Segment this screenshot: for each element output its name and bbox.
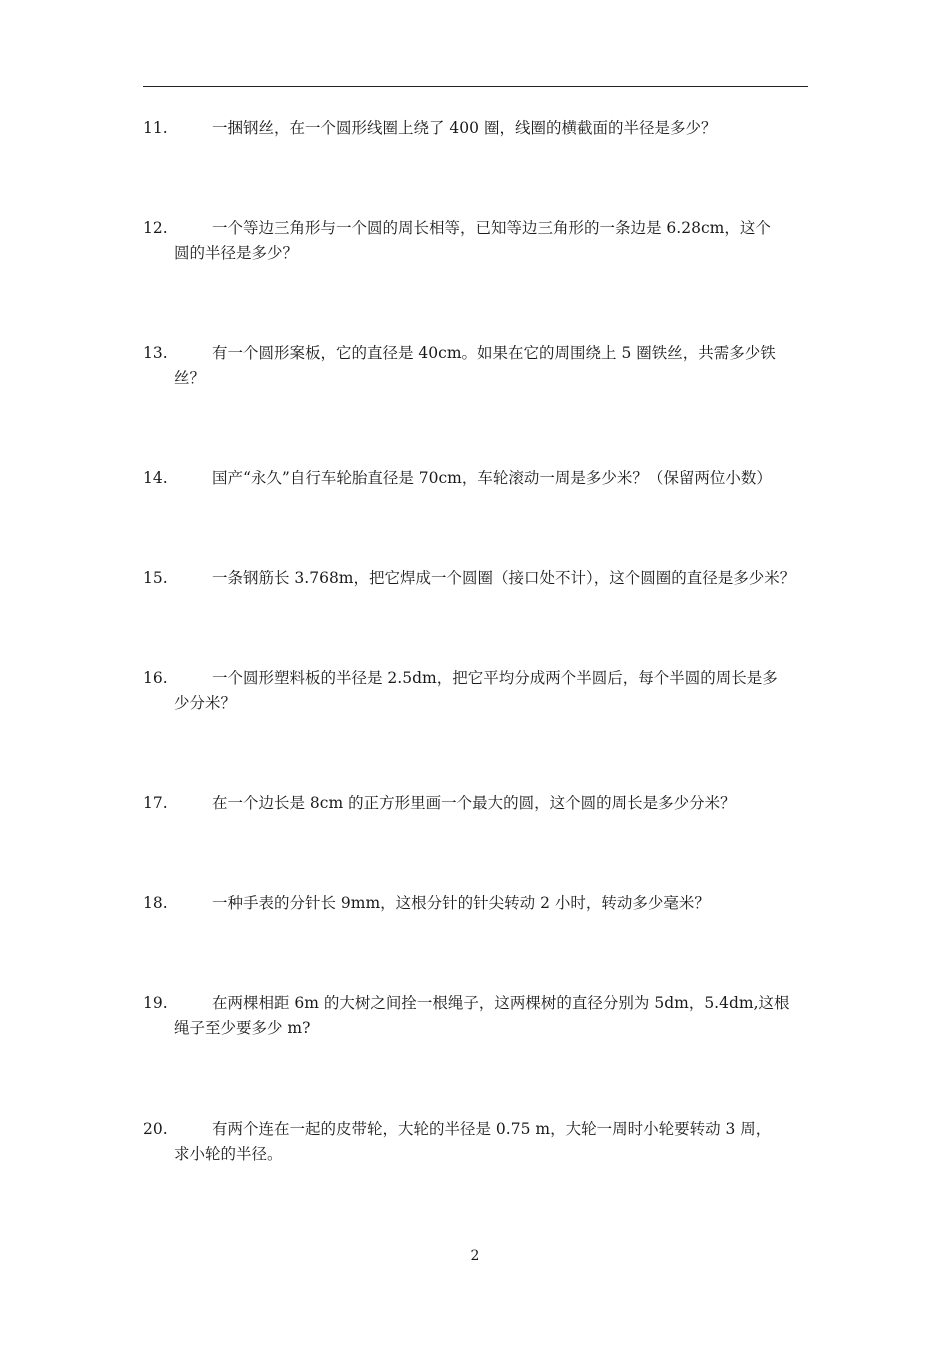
question-text: 一个等边三角形与一个圆的周长相等，已知等边三角形的一条边是 6.28cm，这个 [212,219,771,237]
question-16 [143,666,808,716]
question-text-continued: 丝？ [174,369,206,387]
question-text: 一个圆形塑料板的半径是 2.5dm，把它平均分成两个半圆后，每个半圆的周长是多 [212,669,778,687]
question-20 [143,1117,808,1167]
question-number: 14. [143,469,168,487]
question-text: 在两棵相距 6m 的大树之间拴一根绳子，这两棵树的直径分别为 5dm，5.4dm,这根 [212,994,790,1012]
question-17 [143,791,808,816]
question-text: 有一个圆形案板，它的直径是 40cm。如果在它的周围绕上 5 圈铁丝，共需多少铁 [212,344,776,362]
question-18 [143,891,808,916]
question-number: 12. [143,219,168,237]
question-text: 有两个连在一起的皮带轮，大轮的半径是 0.75 m，大轮一周时小轮要转动 3 周， [212,1120,772,1138]
question-19 [143,991,808,1041]
question-text: 一种手表的分针长 9mm，这根分针的针尖转动 2 小时，转动多少毫米？ [212,894,710,912]
question-number: 16. [143,669,168,687]
question-text-continued: 绳子至少要多少 m? [174,1019,311,1037]
question-text-continued: 求小轮的半径。 [174,1145,283,1163]
question-text: 在一个边长是 8cm 的正方形里画一个最大的圆，这个圆的周长是多少分米？ [212,794,736,812]
question-number: 20. [143,1120,168,1138]
question-number: 15. [143,569,168,587]
question-text: 一条钢筋长 3.768m，把它焊成一个圆圈（接口处不计），这个圆圈的直径是多少米？ [212,569,796,587]
question-number: 19. [143,994,168,1012]
question-text: 一捆钢丝，在一个圆形线圈上绕了 400 圈，线圈的横截面的半径是多少？ [212,119,717,137]
question-text: 国产“永久”自行车轮胎直径是 70cm，车轮滚动一周是多少米？（保留两位小数） [212,469,772,487]
question-13 [143,341,808,391]
question-number: 18. [143,894,168,912]
question-15 [143,566,808,591]
question-text-continued: 圆的半径是多少？ [174,244,299,262]
question-text-continued: 少分米？ [174,694,237,712]
question-12 [143,216,808,266]
question-14 [143,466,808,491]
question-11 [143,116,808,141]
header-rule [143,86,808,87]
question-number: 11. [143,119,168,137]
question-number: 17. [143,794,168,812]
page-number: 2 [470,1248,480,1264]
question-number: 13. [143,344,168,362]
